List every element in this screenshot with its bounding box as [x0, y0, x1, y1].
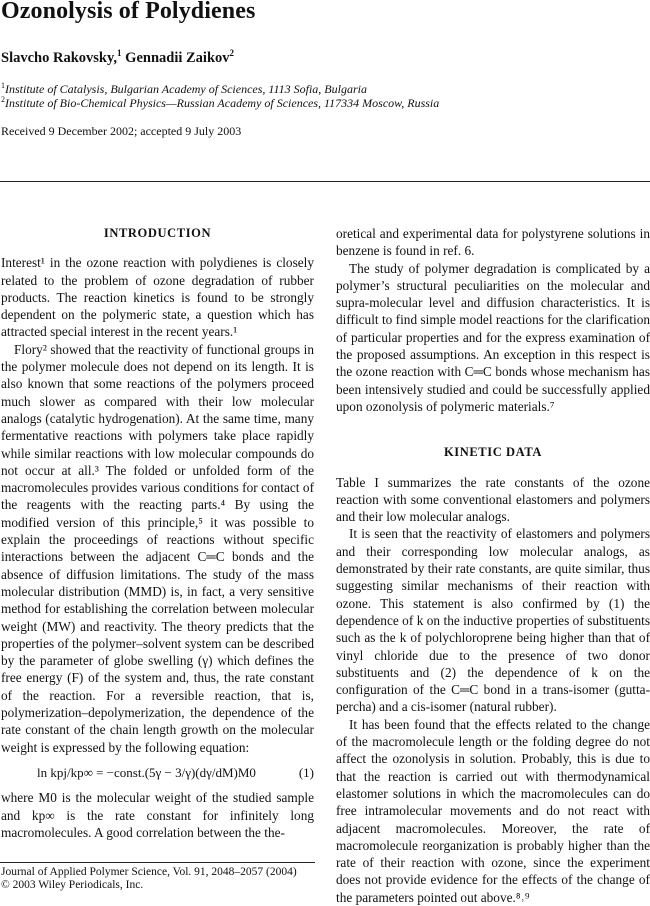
- equation-body: ln kpj/kp∞ = −const.(5γ − 3/γ)(dγ/dM)M0: [37, 764, 256, 780]
- author-affil-mark: 1: [117, 48, 122, 58]
- paragraph: The study of polymer degradation is complicated by a polymer’s structural peculiarities on the molecular and supra-molecular level and diffusion characteristics. It is difficult to find simple model reactions for the clarification of particular properties and for the express examination of the proposed assumptions. An exception in this respect is the ozone reaction with C═C bonds whose mechanism has been intensively studied and could be successfully applied upon ozonolysis of polymeric materials.⁷: [336, 260, 650, 414]
- paragraph: where M0 is the molecular weight of the studied sample and kp∞ is the rate constant for infinitely long macromolecules. A good correlation between the the-: [1, 790, 314, 840]
- equation-number: (1): [298, 764, 314, 780]
- copyright-notice: © 2003 Wiley Periodicals, Inc.: [1, 879, 144, 891]
- section-heading-introduction: INTRODUCTION: [103, 226, 212, 240]
- left-column: [1, 225, 314, 841]
- section-heading-kinetic-data: KINETIC DATA: [443, 445, 543, 460]
- paragraph: Flory² showed that the reactivity of functional groups in the polymer molecule does not depend on its length. It is also known that some reactions of the polymers proceed much slower as compared with their low molecular analogs (catalytic hydrogenation). At the same time, many fermentative reactions with polymers take place rapidly while similar reactions with low molecular compounds do not occur at all.³ The folded or unfolded form of the macromolecules provides various conditions for contact of the reagents with the reacting parts.⁴ By using the modified version of this principle,⁵ it was possible to explain the proceedings of reactions without specific interactions between the adjacent C═C bonds and the absence of diffusion limitations. The study of the mass molecular distribution (MMD) is, in fact, a very sensitive method for establishing the correlation between molecular weight (MW) and reactivity. The theory predicts that the properties of the polymer–solvent system can be described by the parameter of globe swelling (γ) which defines the free energy (F) of the system and, thus, the rate constant of the reaction. For a reversible reaction, that is, polymerization–depolymerization, the dependence of the rate constant of the chain length growth on the molecular weight is expressed by the following equation:: [1, 341, 314, 755]
- paragraph: It has been found that the effects related to the change of the macromolecule length or the folding degree do not affect the ozonolysis in solution. Probably, this is due to that the reaction is carried out with thermodynamical elastomer solutions in which the macromolecules can do free intramolecular movements and do not react with adjacent macromolecules. Moreover, the rate of macromolecule reorganization is probably higher than the rate of their reaction with ozone, since the experiment does not provide evidence for the effects of the change of the parameters pointed out above.⁸˒⁹: [336, 716, 650, 905]
- journal-footnote: [1, 866, 321, 892]
- paragraph: Interest¹ in the ozone reaction with polydienes is closely related to the problem of ozone degradation of rubber products. The reaction kinetics is found to be strongly dependent on the polymeric state, a question which has attracted special interest in the recent years.¹: [1, 255, 314, 340]
- affiliation-2: $^2$Institute of Bio-Chemical Physics—Russian Academy of Sciences, 117334 Moscow, Russia: [1, 95, 440, 110]
- author-affil-mark: 2: [229, 48, 235, 58]
- header-divider: [0, 181, 650, 182]
- paragraph: oretical and experimental data for polystyrene solutions in benzene is found in ref. 6.: [336, 226, 650, 259]
- paragraph: Table I summarizes the rate constants of the ozone reaction with some conventional elastomers and polymers and their low molecular analogs.: [336, 474, 650, 525]
- equation-1: [1, 764, 314, 781]
- paper-title: Ozonolysis of Polydienes: [1, 0, 256, 24]
- author-name: Slavcho Rakovsky,: [1, 49, 118, 66]
- journal-citation: Journal of Applied Polymer Science, Vol. 91, 2048–2057 (2004): [1, 866, 297, 878]
- affiliation-1: $^1$Institute of Catalysis, Bulgarian Academy of Sciences, 1113 Sofia, Bulgaria: [1, 81, 367, 96]
- received-dates: Received 9 December 2002; accepted 9 July 2003: [1, 124, 242, 138]
- paragraph: It is seen that the reactivity of elastomers and polymers and their corresponding low molecular analogs, as demonstrated by their rate constants, are quite similar, thus suggesting similar mechanisms of their reaction with ozone. This statement is also confirmed by (1) the dependence of k on the inductive properties of substituents such as the k of polychloroprene being higher than that of vinyl chloride due to the presence of two donor substituents and (2) the dependence of k on the configuration of the C═C bond in a trans-isomer (gutta-percha) and a cis-isomer (natural rubber).: [336, 526, 650, 715]
- author-name: Gennadii Zaikov: [121, 49, 230, 66]
- footnote-divider: [0, 862, 315, 863]
- right-column: [336, 225, 650, 906]
- author-list: [1, 48, 234, 67]
